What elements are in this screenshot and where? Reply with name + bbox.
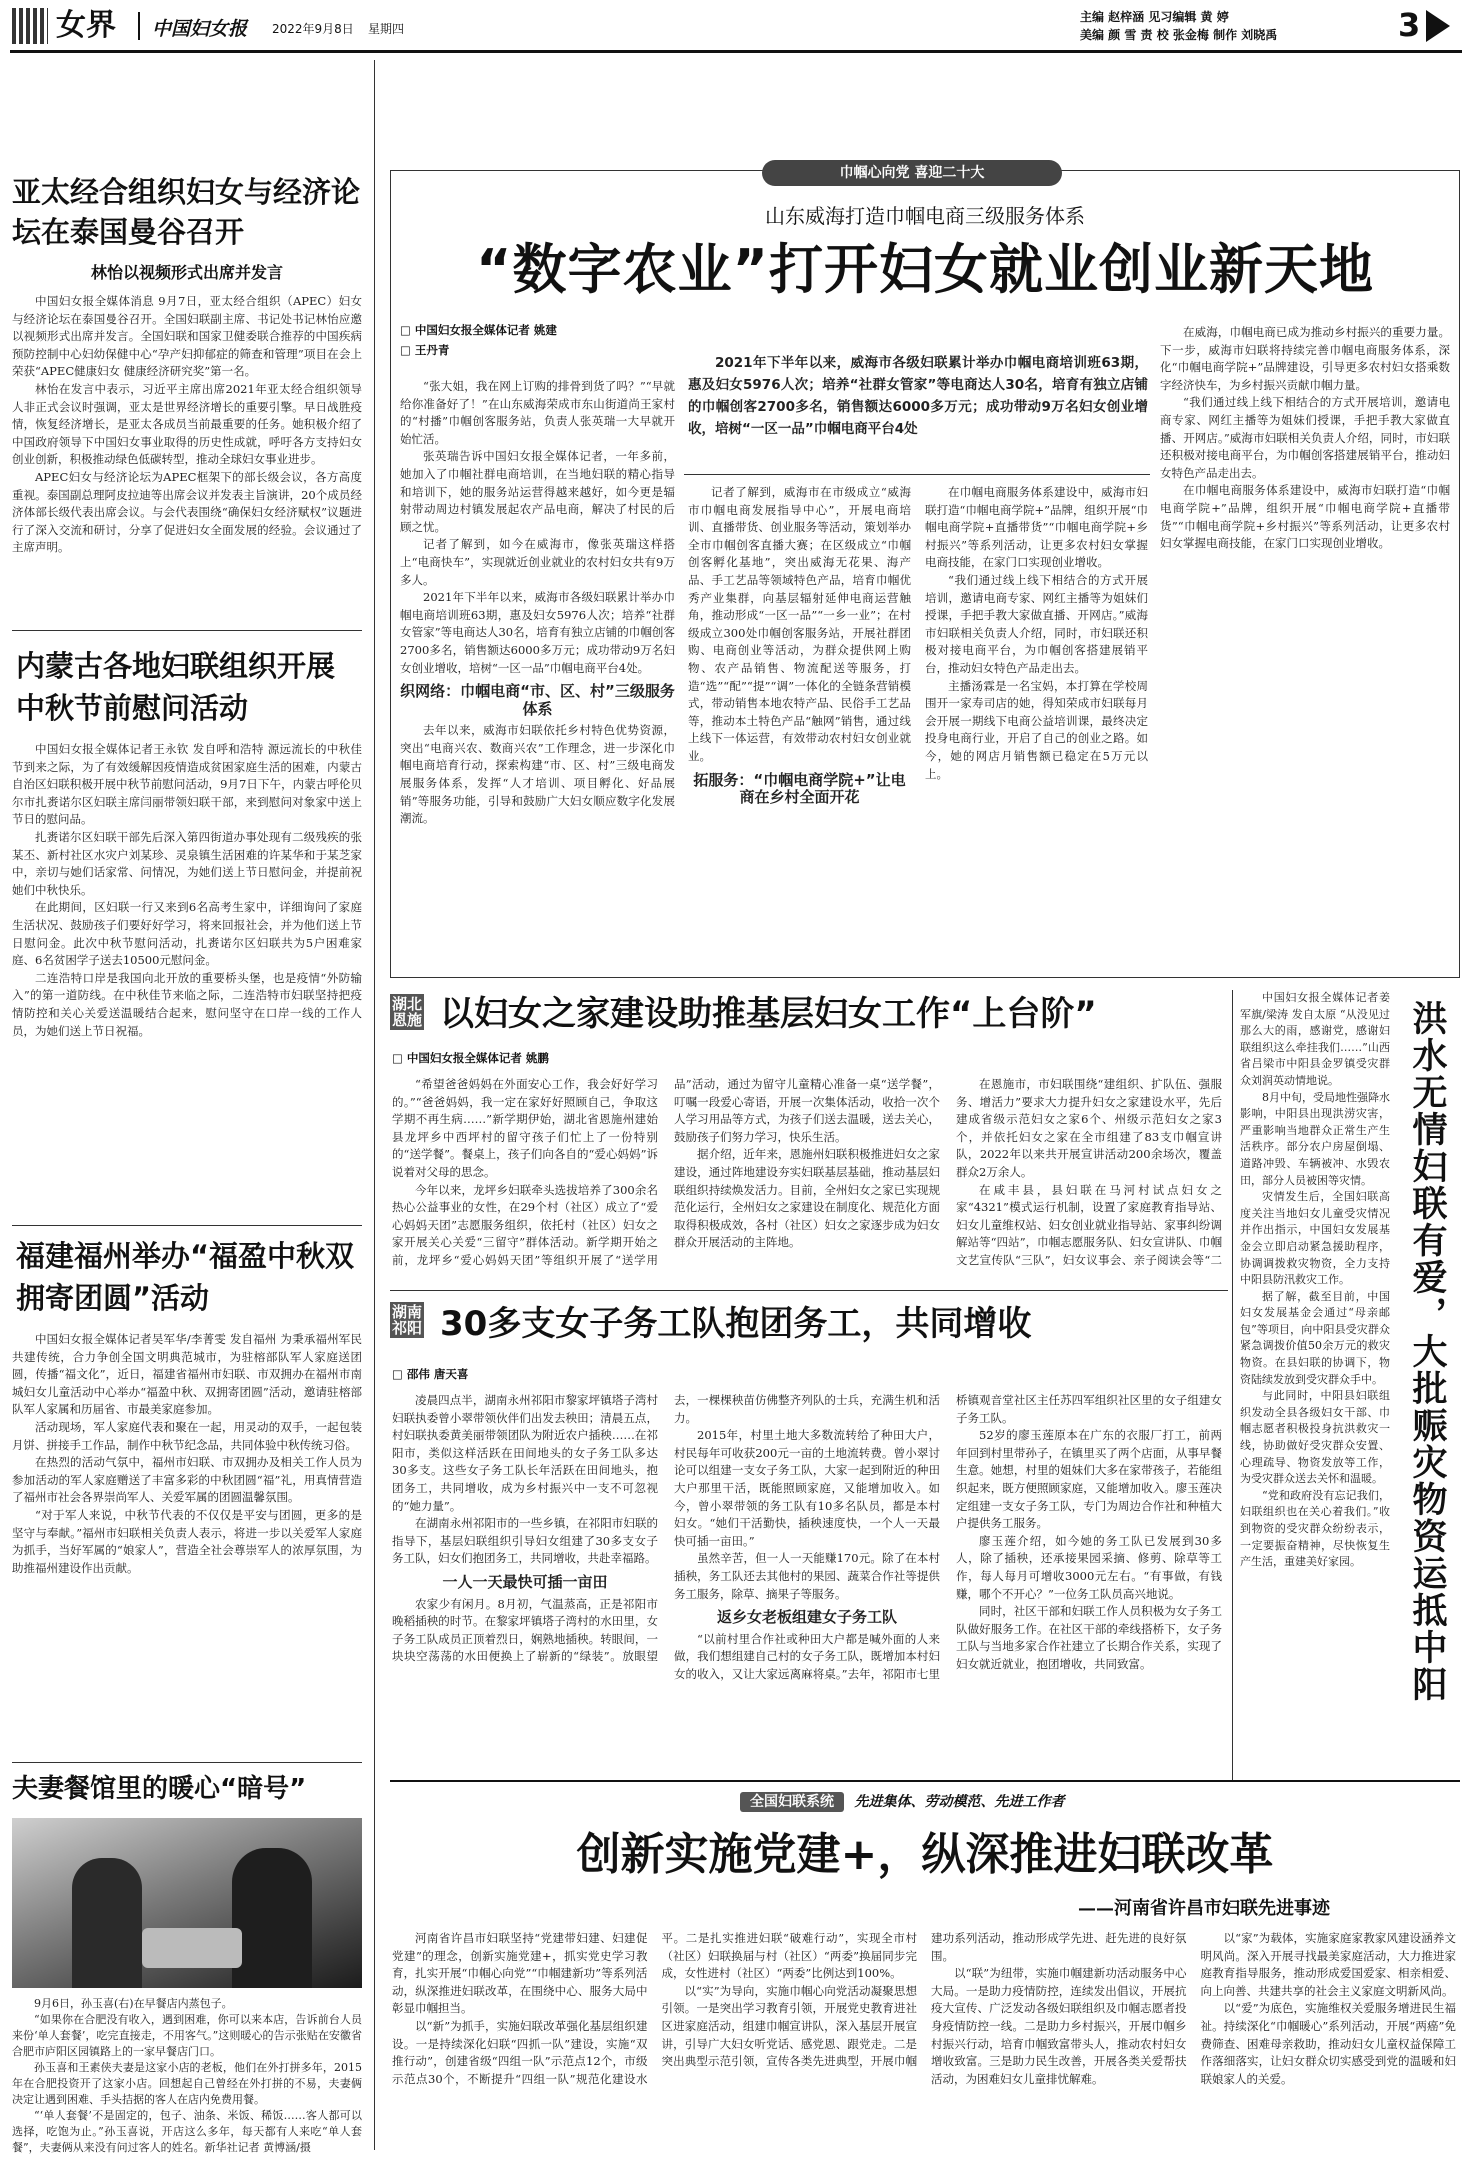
article-body xyxy=(392,1392,1222,1770)
paragraph: “我们通过线上线下相结合的方式开展培训，邀请电商专家、网红主播等为姐妹们授课，手把手教大家做直播、开网店。”威海市妇联相关负责人介绍，同时，市妇联还积极对接电商平台，为巾帼创客搭建展销平台，推动妇女特色产品走出去。 xyxy=(1160,395,1450,480)
band-text: 先进集体、劳动模范、先进工作者 xyxy=(854,1794,1065,1810)
paragraph: 在威海，巾帼电商已成为推动乡村振兴的重要力量。下一步，威海市妇联将持续完善巾帼电商服务体系，深化“巾帼电商学院+”品牌建设，引导更多农村妇女搭乘数字经济快车，为乡村振兴贡献巾帼力量。 xyxy=(1160,325,1450,392)
paragraph: 记者了解到，如今在威海市，像张英瑞这样搭上“电商快车”，实现就近创业就业的农村妇女共有9万多人。 xyxy=(400,537,675,587)
paper-name: 中国妇女报 xyxy=(152,18,248,40)
feature-subhead: 织网络：巾帼电商“市、区、村”三级服务体系 xyxy=(400,682,675,718)
paragraph: 灾情发生后，全国妇联高度关注当地妇女儿童受灾情况并作出指示，中国妇女发展基金会立即启动紧急援助程序，协调调拨救灾物资，全力支持中阳县防汛救灾工作。 xyxy=(1240,1190,1390,1287)
paragraph: “希望爸爸妈妈在外面安心工作，我会好好学习的。”“爸爸妈妈，我一定在家好好照顾自己，争取这学期不再生病……”新学期伊始，湖北省恩施州建始县龙坪乡中西坪村的留守孩子们忙上了一份特别的“送学餐”。餐桌上，孩子们向各自的“爱心妈妈”诉说着对父母的思念。 xyxy=(392,1077,658,1179)
paragraph: 去年以来，威海市妇联依托乡村特色优势资源，突出“电商兴农、数商兴农”工作理念，进一步深化巾帼电商培育行动，探索构建“市、区、村”三级电商发展服务体系，发挥“人才培训、项目孵化、好品展销”等服务功能，引导和鼓励广大妇女顺应数字化发展潮流。 xyxy=(400,723,675,826)
paragraph: APEC妇女与经济论坛为APEC框架下的部长级会议，各方高度重视。泰国副总理阿皮拉迪等出席会议并发表主旨演讲，20个成员经济体部长级代表出席会议。与会代表围绕“确保妇女经济赋权”议题进行了深入交流和研讨，分享了促进妇女全面发展的经验。会议通过了主席声明。 xyxy=(12,469,362,555)
paragraph: 中国妇女报全媒体记者姜军旗/梁涛 发自太原 “从没见过那么大的雨，感谢党，感谢妇联组织这么牵挂我们……”山西省吕梁市中阳县金罗镇受灾群众刘润英动情地说。 xyxy=(1240,991,1390,1087)
section-divider xyxy=(12,1762,362,1763)
paragraph: 据介绍，近年来，恩施州妇联积极推进妇女之家建设，通过阵地建设夯实妇联基层基础，推动基层妇联组织持续焕发活力。目前，全州妇女之家已实现规范化运行，全州妇女之家建设在制度化、规范化方面取得积极成效，各村（社区）妇女之家逐步成为妇女群众开展活动的主阵地。 xyxy=(674,1147,940,1250)
band-tag: 全国妇联系统 xyxy=(740,1792,844,1812)
paragraph: 虽然辛苦，但一人一天能赚170元。除了在本村插秧，务工队还去其他村的果园、蔬菜合作社等提供务工服务，除草、摘果子等服务。 xyxy=(674,1551,940,1601)
paragraph: 在恩施市，市妇联围绕“建组织、扩队伍、强服务、增活力”要求大力提升妇女之家建设水平，先后建成省级示范妇女之家6个、州级示范妇女之家3个，并依托妇女之家在全市组建了83支巾帼宣讲队，2022年以来共开展宣讲活动200余场次，覆盖群众2万余人。 xyxy=(956,1077,1222,1179)
paragraph: “对于军人来说，中秋节代表的不仅仅是平安与团圆，更多的是坚守与奉献。”福州市妇联相关负责人表示，将进一步以关爱军人家庭为抓手，当好军属的“娘家人”，营造全社会尊崇军人的浓厚氛围，为助推福州建设作出贡献。 xyxy=(12,1507,362,1575)
paragraph: 以“实”为导向，实施巾帼心向党活动凝聚思想引领。一是突出学习教育引领，开展党史教育进社区进家庭活动，组建巾帼宣讲队，深入基层开展宣讲，引导广大妇女听党话、感党恩、跟党走。二是突出典型示范引领，宣传各类先进典型，开展巾帼建功系列活动，推动形成学先进、赶先进的良好氛围。 xyxy=(661,1931,1187,2069)
tag-text: 湖南 祁阳 xyxy=(391,1303,422,1337)
feature-banner xyxy=(762,160,1062,186)
honor-band xyxy=(740,1790,1064,1814)
location-tag xyxy=(390,994,424,1030)
byline-text: 邵伟 唐天喜 xyxy=(406,1367,469,1381)
feature-lead xyxy=(688,352,1148,440)
article-subhead: 一人一天最快可插一亩田 xyxy=(442,1572,608,1591)
masthead-divider xyxy=(138,12,140,40)
page-number: 3 xyxy=(1398,6,1421,44)
feature-columns-2-3 xyxy=(688,484,1148,970)
paragraph: 2015年，村里土地大多数流转给了种田大户，村民每年可收获200元一亩的土地流转费。曾小翠讨论可以组建一支女子务工队，大家一起到附近的种田大户那里干活，既能照顾家庭，又能增加收入。如今，曾小翠带领的务工队有10多名队员，都是本村妇女。“她们干活勤快，插秧速度快，一个人一天最快可插一亩田。” xyxy=(674,1428,940,1548)
article-body xyxy=(12,1331,362,1771)
section-name: 女界 xyxy=(56,8,116,43)
restaurant-photo xyxy=(12,1818,362,1988)
location-tag xyxy=(390,1302,424,1338)
byline-2: □ 王丹青 xyxy=(400,343,450,357)
paragraph: 中国妇女报全媒体记者吴军华/李菁雯 发自福州 为秉承福州军民共建传统，合力争创全国文明典范城市，为驻榕部队军人家庭送团圆，传播“福文化”，近日，福建省福州市妇联、市双拥办在福州市南城妇女儿童活动中心举办“福盈中秋、双拥寄团圆”活动，邀请驻榕部队军人家属和历届省、市最美家庭参加。 xyxy=(12,1332,362,1417)
paragraph: 廖玉莲介绍，如今她的务工队已发展到30多人，除了插秧，还承接果园采摘、修剪、除草等工作，每人每月可增收3000元左右。“有事做，有钱赚，哪个不开心？”一位务工队员高兴地说。 xyxy=(956,1533,1222,1601)
article-byline: □ 中国妇女报全媒体记者 姚鹏 xyxy=(392,1051,549,1065)
article-couple-restaurant xyxy=(12,1772,362,1806)
article-fuzhou xyxy=(12,1235,362,1771)
qr-code-icon xyxy=(12,8,48,44)
paragraph: 在巾帼电商服务体系建设中，威海市妇联打造“巾帼电商学院+”品牌，组织开展“巾帼电商学院+直播带货”“巾帼电商学院+乡村振兴”等系列活动，让更多农村妇女掌握电商技能，在家门口实现创业增收。 xyxy=(925,485,1148,570)
issue-date: 2022年9月8日 xyxy=(272,22,354,36)
article-subtitle: ——河南省许昌市妇联先进事迹 xyxy=(1078,1898,1330,1919)
photo-caption: 9月6日，孙玉喜(右)在早餐店内蒸包子。 xyxy=(34,1997,233,2010)
article-body xyxy=(392,1930,1456,2154)
paragraph: 二连浩特口岸是我国向北开放的重要桥头堡，也是疫情“外防输入”的第一道防线。在中秋佳节来临之际，二连浩特市妇联坚持把疫情防控和关心关爱送温暖结合起来，慰问坚守在口岸一线的工作人员，为她们送上节日祝福。 xyxy=(12,970,362,1038)
paragraph: 与此同时，中阳县妇联组织发动全县各级妇女干部、巾帼志愿者积极投身抗洪救灾一线，协助做好受灾群众安置、心理疏导、物资发放等工作，为受灾群众送去关怀和温暖。 xyxy=(1240,1389,1390,1486)
paragraph: 在此期间，区妇联一行又来到6名高考生家中，详细询问了家庭生活状况、鼓励孩子们要好好学习，将来回报社会，并为他们送上节日慰问金。此次中秋节慰问活动，扎赉诺尔区妇联共为5户困难家庭、6名贫困学子送去10500元慰问金。 xyxy=(12,900,362,968)
left-column-divider xyxy=(374,60,375,2150)
paragraph: 以“新”为抓手，实施妇联改革强化基层组织建设。一是持续深化妇联“四抓一队”建设，实施“双推行动”，创建省级“四组一队”示范点12个，市级示范点30个，不断提升“四组一队”规范化建设水平。二是扎实推进妇联“破难行动”，实现全市村（社区）妇联换届与村（社区）“两委”换届同步完成，女性进村（社区）“两委”比例达到100%。 xyxy=(392,1931,917,2086)
article-title: 夫妻餐馆里的暖心“暗号” xyxy=(12,1774,307,1804)
paragraph: 河南省许昌市妇联坚持“党建带妇建、妇建促党建”的理念，创新实施党建+，抓实党史学习教育，扎实开展“巾帼心向党”“巾帼建新功”等系列活动，纵深推进妇联改革，在围绕中心、服务大局中彰显巾帼担当。 xyxy=(392,1931,648,2016)
photo-steamer xyxy=(142,1928,242,1968)
article-subhead: 返乡女老板组建女子务工队 xyxy=(716,1608,897,1627)
paragraph: 在巾帼电商服务体系建设中，威海市妇联打造“巾帼电商学院+”品牌，组织开展“巾帼电商学院+直播带货”“巾帼电商学院+乡村振兴”等系列活动，让更多农村妇女掌握电商技能，在家门口实现创业增收。 xyxy=(1160,483,1450,551)
feature-subhead: 拓服务：“巾帼电商学院+”让电商在乡村全面开花 xyxy=(693,770,906,807)
paragraph: 张英瑞告诉中国妇女报全媒体记者，一年多前，她加入了巾帼社群电商培训，在当地妇联的精心指导和培训下，她的服务站运营得越来越好，如今更是辐射带动周边村镇发展起农产品电商，解决了村民的后顾之忧。 xyxy=(400,449,675,534)
paragraph: 中国妇女报全媒体记者王永钦 发自呼和浩特 源远流长的中秋佳节到来之际，为了有效缓解因疫情造成贫困家庭生活的困难，内蒙古自治区妇联积极开展中秋节前慰问活动，9月7日下午，内蒙古呼伦贝尔市扎赉诺尔区妇联主席闫丽带领妇联干部，来到慰问对象家中送上节日的慰问品。 xyxy=(12,742,362,827)
article-title: 30多支女子务工队抱团务工，共同增收 xyxy=(440,1304,1032,1344)
article-body xyxy=(12,293,362,557)
article-title: 以妇女之家建设助推基层妇女工作“上台阶” xyxy=(440,994,1097,1034)
article-title: 亚太经合组织妇女与经济论坛在泰国曼谷召开 xyxy=(12,175,361,249)
page-arrow-icon xyxy=(1426,10,1450,42)
vertical-title: 洪水无情妇联有爱，大批赈灾物资运抵中阳 xyxy=(1407,1000,1447,1703)
paragraph: “张大姐，我在网上订购的排骨到货了吗？”“早就给你准备好了！”在山东威海荣成市东山街道尚王家村的“村播”巾帼创客服务站，负责人张英瑞一大早就开始忙活。 xyxy=(400,379,675,446)
paragraph: 凌晨四点半，湖南永州祁阳市黎家坪镇塔子湾村妇联执委曾小翠带领伙伴们出发去秧田；清晨五点，村妇联执委黄美丽带领团队为附近农户插秧……在祁阳市，类似这样活跃在田间地头的女子务工队多达30多支。这些女子务工队长年活跃在田间地头，抱团务工，共同增收，成为乡村振兴中一支不可忽视的“她力量”。 xyxy=(392,1393,658,1513)
paragraph: 2021年下半年以来，威海市各级妇联累计举办巾帼电商培训班63期，惠及妇女5976人次；培养“社群女管家”等电商达人30名，培育有独立店铺的巾帼创客2700多名，销售额达6000多万元；成功带动9万名妇女创业增收，培树“一区一品”巾帼电商平台4处。 xyxy=(400,590,675,675)
paragraph: 主播汤霖是一名宝妈，本打算在学校周围开一家寿司店的她，得知荣成市妇联每月会开展一期线下电商公益培训课，最终决定投身电商行业，开启了自己的创业之路。如今，她的网店月销售额已稳定在5万元以上。 xyxy=(925,678,1148,781)
paragraph: 农家少有闲月。8月初，气温蒸高，正是祁阳市晚稻插秧的时节。在黎家坪镇塔子湾村的水田里，女子务工队成员正顶着烈日，娴熟地插秧。转眼间，一块块空荡荡的水田便换上了崭新的“绿装”。放眼望去，一棵棵秧苗仿佛整齐列队的士兵，充满生机和活力。 xyxy=(392,1393,940,1664)
byline-1: □ 中国妇女报全媒体记者 姚建 xyxy=(400,323,557,337)
paragraph: 林怡在发言中表示，习近平主席出席2021年亚太经合组织领导人非正式会议时强调，亚太是世界经济增长的重要引擎。早日战胜疫情，恢复经济增长，是亚太各成员当前最重要的任务。她积极介绍了中国政府领导下中国妇女事业取得的历史性成就，呼吁各方支持妇女创业创新，积极推动绿色低碳转型，推动全球妇女事业进步。 xyxy=(12,381,362,467)
article-body xyxy=(392,1076,1222,1281)
feature-kicker: 山东威海打造巾帼电商三级服务体系 xyxy=(765,204,1085,228)
paragraph: “党和政府没有忘记我们，妇联组织也在关心着我们。”收到物资的受灾群众纷纷表示，一定要振奋精神，尽快恢复生产生活，重建美好家园。 xyxy=(1240,1488,1390,1569)
paragraph: 同时，社区干部和妇联工作人员积极为女子务工队做好服务工作。在社区干部的牵线搭桥下，女子务工队与当地多家合作社建立了长期合作关系，实现了妇女就近就业，抱团增收，共同致富。 xyxy=(956,1604,1222,1671)
right-column-divider xyxy=(1232,990,1233,1780)
paragraph: 中国妇女报全媒体消息 9月7日，亚太经合组织（APEC）妇女与经济论坛在泰国曼谷召开。全国妇联副主席、书记处书记林怡应邀以视频形式出席并发言。全国妇联和国家卫健委联合推荐的中国疾病预防控制中心妇幼保健中心“孕产妇抑郁症的筛查和管理”项目在会上荣获“APEC健康妇女 健康经济研究奖”第一名。 xyxy=(12,294,362,379)
tag-text: 湖北 恩施 xyxy=(391,995,422,1029)
feature-byline xyxy=(400,322,557,358)
paragraph: “以前村里合作社或种田大户都是喊外面的人来做，我们想组建自己村的女子务工队，既增加本村妇女的收入，又让大家远离麻将桌。”去年，祁阳市七里桥镇观音堂社区主任苏四军组织社区里的女子组建女子务工队。 xyxy=(674,1393,1222,1681)
article-apec xyxy=(12,172,362,557)
paragraph: 今年以来，龙坪乡妇联牵头选拔培养了300余名热心公益事业的女性，在29个村（社区）成立了“爱心妈妈天团”志愿服务组织，依托村（社区）妇女之家开展关心关爱“三留守”群体活动。新学期开始之前，龙坪乡“爱心妈妈天团”等组织开展了“送学用品”活动，通过为留守儿童精心准备一桌“送学餐”，叮嘱一段爱心寄语，开展一次集体活动，收拾一次个人学习用品等方式，为孩子们送去温暖，送去关心，鼓励孩子们努力学习，快乐生活。 xyxy=(392,1077,940,1267)
article-subtitle: 林怡以视频形式出席并发言 xyxy=(90,263,283,282)
article-inner-mongolia xyxy=(12,645,362,1216)
paragraph: “我们通过线上线下相结合的方式开展培训，邀请电商专家、网红主播等为姐妹们授课，手把手教大家做直播、开网店。”威海市妇联相关负责人介绍，同时，市妇联还积极对接电商平台，为巾帼创客搭建展销平台，推动妇女特色产品走出去。 xyxy=(925,572,1148,675)
article-title: 福建福州举办“福盈中秋双拥寄团圆”活动 xyxy=(16,1239,355,1315)
staff-line-1: 主编 赵梓涵 见习编辑 黄 婷 xyxy=(1080,10,1229,24)
photo-figure-right xyxy=(232,1848,312,1988)
feature-title: “数字农业”打开妇女就业创业新天地 xyxy=(476,238,1374,301)
banner-text: 巾帼心向党 喜迎二十大 xyxy=(839,165,985,181)
byline-text: 王丹青 xyxy=(414,343,450,357)
paragraph: 孙玉喜和王素侠夫妻是这家小店的老板，他们在外打拼多年，2015年在合肥投资开了这家小店。回想起自己曾经在外打拼的不易，夫妻俩决定让遇到困难、手头拮据的客人在店内免费用餐。 xyxy=(12,2061,362,2106)
masthead-rule xyxy=(10,50,1462,53)
photo-figure-left xyxy=(72,1858,142,1988)
paragraph: 52岁的廖玉莲原本在广东的衣服厂打工，前两年回到村里带孙子，在镇里买了两个店面，从事早餐生意。她想，村里的姐妹们大多在家带孩子，若能组织起来，既方便照顾家庭，又能增加收入。廖玉莲决定组建一支女子务工队，专门为周边合作社和种植大户提供务工服务。 xyxy=(956,1428,1222,1531)
article-body xyxy=(12,741,362,1216)
paragraph: 在咸丰县，县妇联在马河村试点妇女之家“4321”模式运行机制，设置了家庭教育指导站、妇女儿童维权站、妇女创业就业指导站、家事纠纷调解站等“四站”，巾帼志愿服务队、妇女宣讲队、巾帼文艺宣传队“三队”，妇女议事会、亲子阅读会等“二 xyxy=(956,1182,1222,1267)
paragraph: 扎赉诺尔区妇联干部先后深入第四街道办事处现有二级残疾的张某丕、新村社区水灾户刘某珍、灵泉镇生活困难的许某华和于某芝家中，亲切与她们话家常、问情况，为她们送上节日慰问金，并提前祝她们中秋快乐。 xyxy=(12,829,362,897)
section-divider xyxy=(390,1290,1228,1291)
paragraph: 以“联”为纽带，实施巾帼建新功活动服务中心大局。一是助力疫情防控，连续发出倡议，开展抗疫大宣传、广泛发动各级妇联组织及巾帼志愿者投身疫情防控一线。二是助力乡村振兴，开展巾帼乡村振兴行动，培育巾帼致富带头人，推动农村妇女增收致富。三是助力民生改善，开展各类关爱帮扶活动，为困难妇女儿童排忧解难。 xyxy=(931,1966,1187,2086)
paragraph: “如果你在合肥没有收入，遇到困难，你可以来本店，告诉前台人员来份‘单人套餐’，吃完直接走，不用客气。”这则暖心的告示张贴在安徽省合肥市庐阳区园镇路上的一家早餐店门口。 xyxy=(12,2013,362,2058)
paragraph: 以“爱”为底色，实施维权关爱服务增进民生福祉。持续深化“巾帼暖心”系列活动，开展“两癌”免费筛查、困难母亲救助，推动妇女儿童权益保障工作落细落实，让妇女群众切实感受到党的温暖和妇联娘家人的关爱。 xyxy=(1200,2001,1456,2086)
article-title: 内蒙古各地妇联组织开展中秋节前慰问活动 xyxy=(16,649,336,725)
paragraph: 在热烈的活动气氛中，福州市妇联、市双拥办及相关工作人员为参加活动的军人家庭赠送了丰富多彩的中秋团圆“福”礼，用真情营造了福州市社会各界崇尚军人、关爱军属的团圆温馨氛围。 xyxy=(12,1455,362,1505)
feature-column-4 xyxy=(1160,324,1450,970)
article-body xyxy=(12,1996,362,2156)
paragraph: 记者了解到，威海市在市级成立“威海市巾帼电商发展指导中心”，开展电商培训、直播带货、创业服务等活动，策划举办全市巾帼创客直播大赛；在区级成立“巾帼创客孵化基地”，突出威海无花果、海产品、手工艺品等领域特色产品，培育巾帼优秀产业集群，向基层辐射延伸电商运营触角，推动形成“一区一品”“一乡一业”；在村级成立300处巾帼创客服务站，开展社群团购、电商创业等活动，为群众提供网上购物、农产品销售、物流配送等服务，打造“选”“配”“提”“调”一体化的全链条营销模式，带动销售本地农特产品、民俗手工艺品等，推动本土特色产品“触网”销售，通过线上线下一体运营，有效带动农村妇女创业就业。 xyxy=(688,485,911,763)
article-body xyxy=(1240,990,1390,1772)
paragraph: 在湖南永州祁阳市的一些乡镇，在祁阳市妇联的指导下，基层妇联组织引导妇女组建了30多支女子务工队，妇女们抱团务工，共同增收，共赴幸福路。 xyxy=(392,1516,658,1566)
paragraph: “‘单人套餐’不是固定的，包子、油条、米饭、稀饭……客人都可以选择，吃饱为止。”孙玉喜说，开店这么多年，每天都有人来吃“单人套餐”，夫妻俩从来没有问过客人的姓名。新华社记者 黄博涵/摄 xyxy=(12,2109,362,2154)
article-byline: □ 邵伟 唐天喜 xyxy=(392,1367,469,1381)
lead-text: 2021年下半年以来，威海市各级妇联累计举办巾帼电商培训班63期，惠及妇女5976人次；培养“社群女管家”等电商达人30名，培育有独立店铺的巾帼创客2700多名，销售额达6000多万元；成功带动9万名妇女创业增收，培树“一区一品”巾帼电商平台4处 xyxy=(688,355,1148,437)
byline-text: 中国妇女报全媒体记者 姚建 xyxy=(414,323,557,337)
article-title: 创新实施党建+，纵深推进妇联改革 xyxy=(576,1829,1274,1880)
byline-text: 中国妇女报全媒体记者 姚鹏 xyxy=(406,1051,549,1065)
issue-weekday: 星期四 xyxy=(368,22,405,36)
paragraph: 以“家”为载体，实施家庭家教家风建设涵养文明风尚。深入开展寻找最美家庭活动，大力推进家庭教育指导服务，推动形成爱国爱家、相亲相爱、向上向善、共建共享的社会主义家庭文明新风尚。 xyxy=(1200,1931,1456,1998)
staff-line-2: 美编 颜 雪 责 校 张金梅 制作 刘晓禹 xyxy=(1080,28,1278,42)
section-divider xyxy=(12,1225,362,1226)
section-divider xyxy=(390,1780,1460,1782)
paragraph: 据了解，截至目前，中国妇女发展基金会通过“母亲邮包”等项目，向中阳县受灾群众紧急调拨价值50余万元的救灾物资。在县妇联的协调下，物资陆续发放到受灾群众手中。 xyxy=(1240,1289,1390,1386)
paragraph: 8月中旬，受局地性强降水影响，中阳县出现洪涝灾害，严重影响当地群众正常生产生活秩序。部分农户房屋倒塌、道路冲毁、车辆被冲、水毁农田，部分人员被困等灾情。 xyxy=(1240,1090,1390,1187)
section-divider xyxy=(12,630,362,631)
lead-divider xyxy=(684,474,1150,475)
feature-column-1 xyxy=(400,378,675,970)
masthead xyxy=(10,8,1462,48)
paragraph: 活动现场，军人家庭代表和聚在一起，用灵动的双手，一起包装月饼、拼接手工作品，制作中秋节纪念品，共同体验中秋传统习俗。 xyxy=(12,1419,362,1452)
